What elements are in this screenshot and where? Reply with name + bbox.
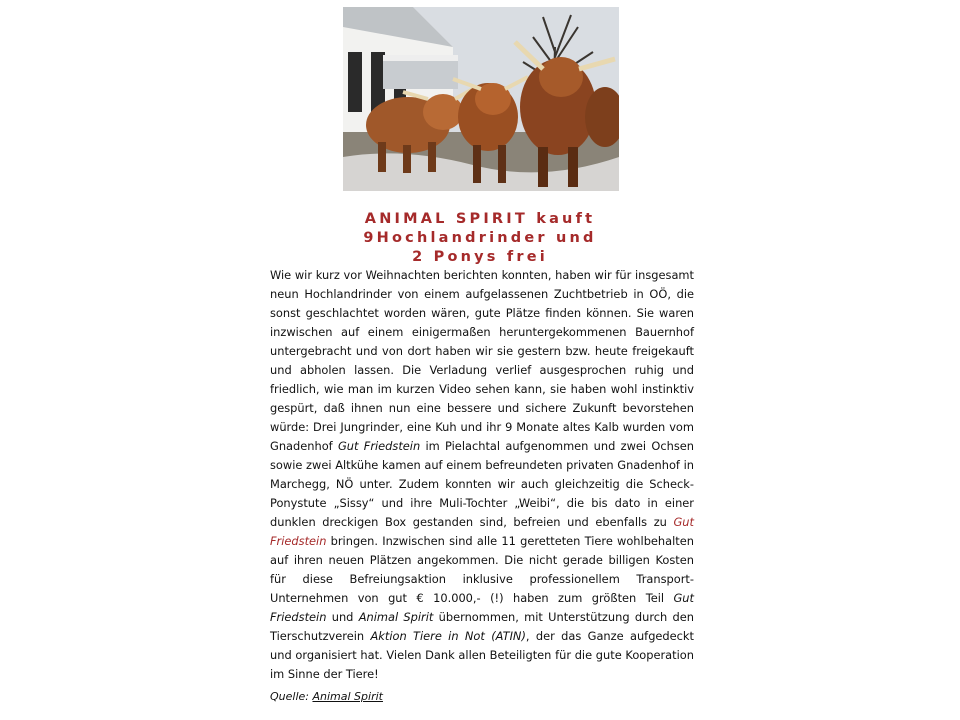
headline [270, 210, 690, 267]
highland-cattle-photo [343, 7, 619, 191]
article-body [270, 266, 694, 684]
article-text-4: und [326, 610, 359, 624]
atin-name: Aktion Tiere in Not (ATIN) [370, 629, 526, 643]
animal-spirit-name: Animal Spirit [358, 610, 434, 624]
headline-line-2: 9Hochlandrinder und [363, 230, 597, 246]
article-text-3: bringen. Inzwischen sind alle 11 geretteten Tiere wohlbehalten auf ihren neuen Plätzen angekommen. Die nicht gerade billigen Kosten für diese Befreiungsaktion inklusive professionellem Transport-Unternehmen von gut € 10.000,- (!) haben zum größten Teil [270, 534, 694, 605]
gut-friedstein-3: Gut Friedstein [270, 591, 694, 624]
gut-friedstein-1: Gut Friedstein [337, 439, 421, 453]
source-label: Quelle: [270, 690, 313, 703]
article-text-1: Wie wir kurz vor Weihnachten berichten konnten, haben wir für insgesamt neun Hochlandrinder von einem aufgelassenen Zuchtbetrieb in OÖ, die sonst geschlachtet worden wären, gute Plätze finden können. Sie waren inzwischen auf einem einigermaßen heruntergekommenen Bauernhof untergebracht und von dort haben wir sie gestern bzw. heute freigekauft und abholen lassen. Die Verladung verlief ausgesprochen ruhig und friedlich, wie man im kurzen Video sehen kann, sie haben wohl instinktiv gespürt, daß ihnen nun eine bessere und sichere Zukunft bevorstehen würde: Drei Jungrinder, eine Kuh und ihr 9 Monate altes Kalb wurden vom Gnadenhof [270, 268, 694, 453]
source-link[interactable]: Animal Spirit [312, 690, 383, 703]
headline-line-3: 2 Ponys frei [412, 249, 548, 265]
gut-friedstein-link[interactable]: Gut Friedstein [270, 515, 694, 548]
source-line [270, 690, 383, 703]
article-text-2: im Pielachtal aufgenommen und zwei Ochsen sowie zwei Altkühe kamen auf einem befreundeten privaten Gnadenhof in Marchegg, NÖ unter. Zudem konnten wir auch gleichzeitig die Scheck-Ponystute „Sissy“ und ihre Muli-Tochter „Weibi“, die bis dato in einer dunklen dreckigen Box gestanden sind, befreien und ebenfalls zu [270, 439, 694, 529]
article-text-6: , der das Ganze aufgedeckt und organisiert hat. Vielen Dank allen Beteiligten für die gute Kooperation im Sinne der Tiere! [270, 629, 694, 681]
headline-line-1: ANIMAL SPIRIT kauft [364, 211, 596, 227]
article-text-5: übernommen, mit Unterstützung durch den Tierschutzverein [270, 610, 694, 643]
cattle-image-illustration [343, 7, 619, 191]
